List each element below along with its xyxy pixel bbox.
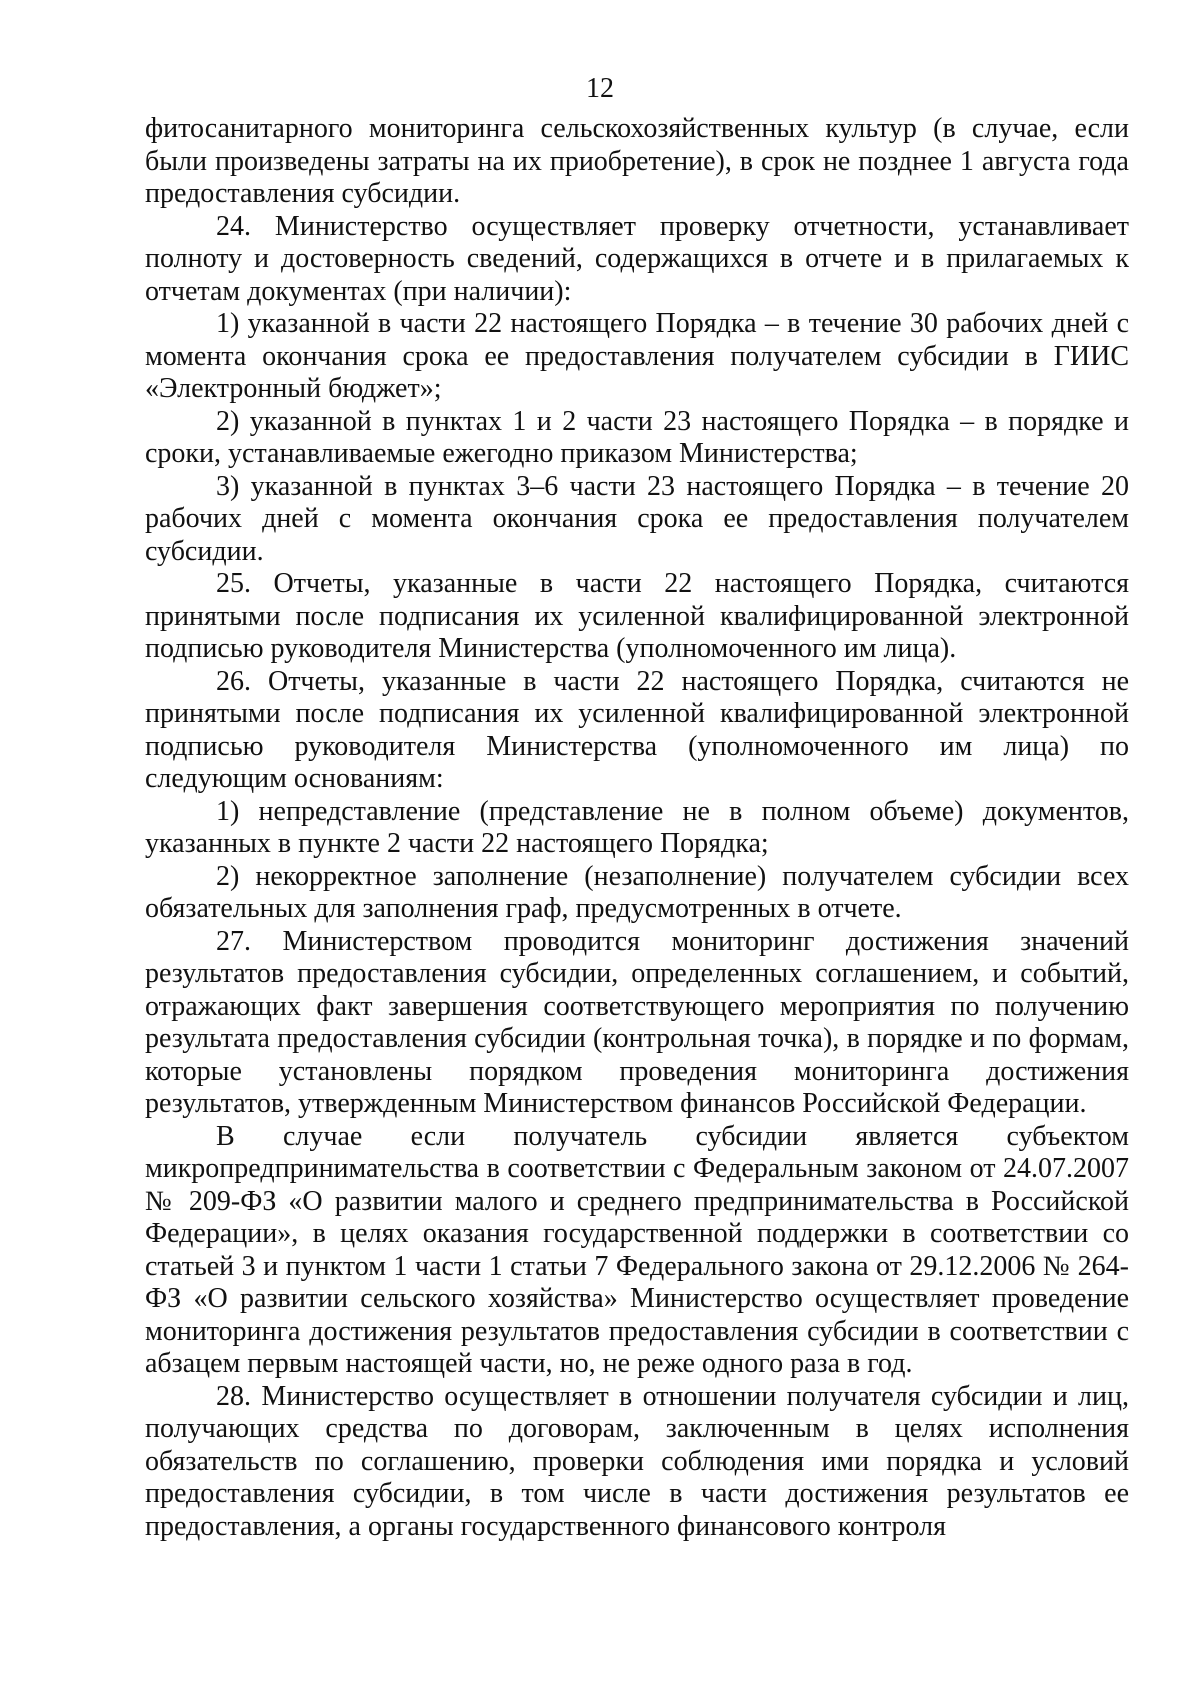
page-number: 12 [586,73,614,104]
paragraph-26-item-1: 1) непредставление (представление не в полном объеме) документов, указанных в пункте 2 части 22 настоящего Порядка; [145,795,1129,859]
paragraph-26-item-2: 2) некорректное заполнение (незаполнение) получателем субсидии всех обязательных для заполнения граф, предусмотренных в отчете. [145,860,1129,924]
paragraph-24: 24. Министерство осуществляет проверку отчетности, устанавливает полноту и достоверность сведений, содержащихся в отчете и в прилагаемых к отчетам документах (при наличии): [145,210,1129,307]
paragraph-24-item-2: 2) указанной в пунктах 1 и 2 части 23 настоящего Порядка – в порядке и сроки, устанавливаемые ежегодно приказом Министерства; [145,405,1129,469]
paragraph-25: 25. Отчеты, указанные в части 22 настоящего Порядка, считаются принятыми после подписания их усиленной квалифицированной электронной подписью руководителя Министерства (уполномоченного им лица). [145,568,1129,664]
paragraph-26: 26. Отчеты, указанные в части 22 настоящего Порядка, считаются не принятыми после подписания их усиленной квалифицированной электронной подписью руководителя Министерства (уполномоченного им лица) по следующим основаниям: [145,665,1129,794]
document-body [145,113,1129,1543]
paragraph-27-second: В случае если получатель субсидии является субъектом микропредпринимательства в соответствии с Федеральным законом от 24.07.2007 № 209-ФЗ «О развитии малого и среднего предпринимательства в Российской Федерации», в целях оказания государственной поддержки в соответствии со статьей 3 и пунктом 1 части 1 статьи 7 Федерального закона от 29.12.2006 № 264-ФЗ «О развитии сельского хозяйства» Министерство осуществляет проведение мониторинга достижения результатов предоставления субсидии в соответствии с абзацем первым настоящей части, но, не реже одного раза в год. [145,1120,1129,1379]
paragraph-24-item-1: 1) указанной в части 22 настоящего Порядка – в течение 30 рабочих дней с момента окончания срока ее предоставления получателем субсидии в ГИИС «Электронный бюджет»; [145,308,1129,404]
paragraph-24-item-3: 3) указанной в пунктах 3–6 части 23 настоящего Порядка – в течение 20 рабочих дней с момента окончания срока ее предоставления получателем субсидии. [145,470,1129,567]
paragraph-continuation: фитосанитарного мониторинга сельскохозяйственных культур (в случае, если были произведены затраты на их приобретение), в срок не позднее 1 августа года предоставления субсидии. [145,113,1129,209]
paragraph-28: 28. Министерство осуществляет в отношении получателя субсидии и лиц, получающих средства по договорам, заключенным в целях исполнения обязательств по соглашению, проверки соблюдения ими порядка и условий предоставления субсидии, в том числе в части достижения результатов ее предоставления, а органы государственного финансового контроля [145,1380,1129,1542]
paragraph-27: 27. Министерством проводится мониторинг достижения значений результатов предоставления субсидии, определенных соглашением, и событий, отражающих факт завершения соответствующего мероприятия по получению результата предоставления субсидии (контрольная точка), в порядке и по формам, которые установлены порядком проведения мониторинга достижения результатов, утвержденным Министерством финансов Российской Федерации. [145,925,1129,1119]
